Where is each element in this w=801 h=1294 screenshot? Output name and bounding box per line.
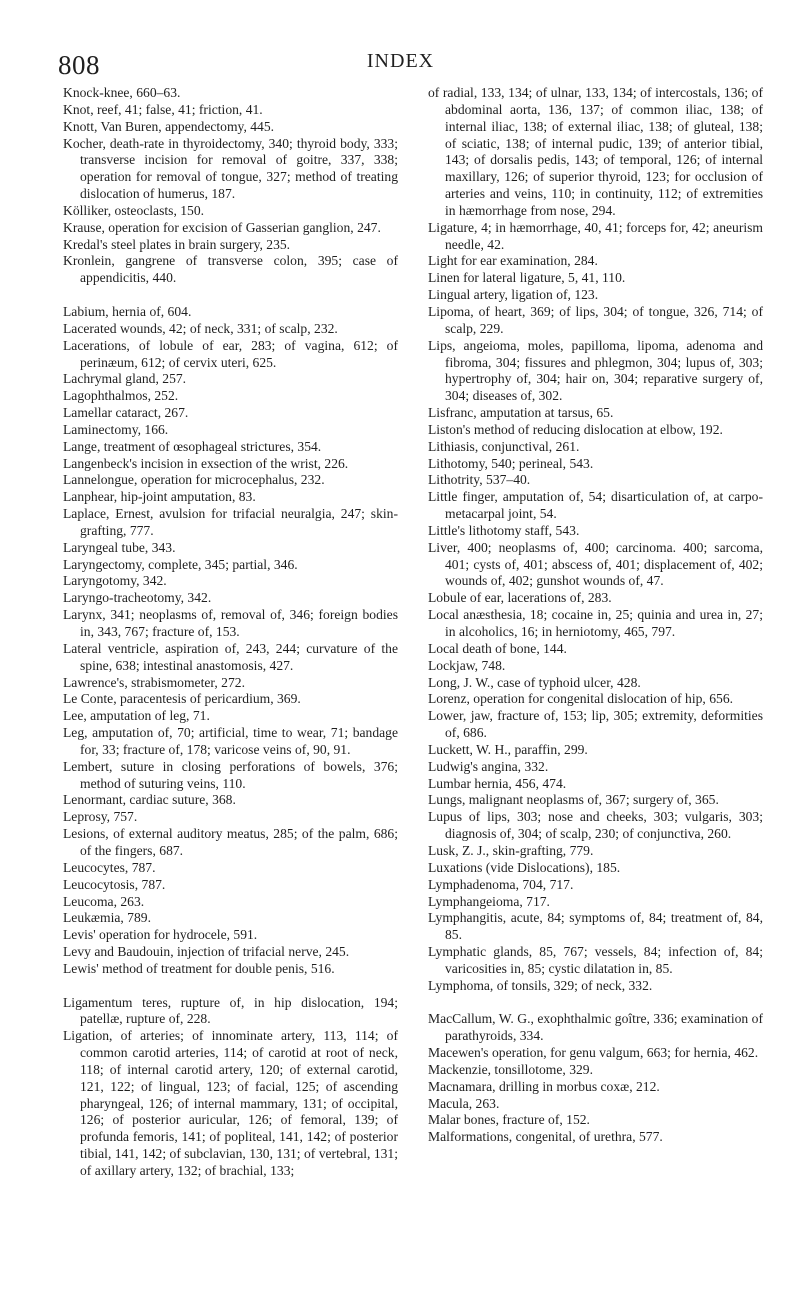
entry-group-m (428, 1011, 763, 1146)
index-entry: Laryngectomy, complete, 345; partial, 346. (63, 556, 298, 572)
index-entry: Levis' operation for hydrocele, 591. (63, 927, 258, 943)
index-entry: Lips, angeioma, moles, papilloma, lipoma, adenoma and fibroma, 304; fissures and phlegmon, 304; lupus of, 303; hypertrophy of, 304; hair on, 304; reparative surgery of, 304; diseases of, 302. (428, 337, 763, 404)
index-entry: Macewen's operation, for genu valgum, 663; for hernia, 462. (428, 1045, 759, 1061)
index-entry: Lymphatic glands, 85, 767; vessels, 84; infection of, 84; varicosities in, 85; cystic dilatation in, 85. (428, 944, 763, 976)
index-entry: Knott, Van Buren, appendectomy, 445. (63, 118, 275, 134)
index-entry: Labium, hernia of, 604. (63, 303, 192, 319)
index-entry: Lockjaw, 748. (428, 657, 506, 673)
index-entry: Lagophthalmos, 252. (63, 388, 179, 404)
index-entry: Lobule of ear, lacerations of, 283. (428, 590, 612, 606)
index-column-right (428, 85, 763, 1146)
index-entry: Lithotomy, 540; perineal, 543. (428, 455, 594, 471)
group-spacer (428, 995, 763, 1012)
index-entry: Kredal's steel plates in brain surgery, 235. (63, 236, 291, 252)
index-entry: Lithotrity, 537–40. (428, 472, 531, 488)
index-entry: Lenormant, cardiac suture, 368. (63, 792, 236, 808)
index-entry: Laryngotomy, 342. (63, 573, 167, 589)
group-spacer (63, 287, 398, 304)
index-entry: Little's lithotomy staff, 543. (428, 522, 580, 538)
index-entry: Larynx, 341; neoplasms of, removal of, 346; foreign bodies in, 343, 767; fracture of, 153. (63, 607, 398, 639)
index-entry: Ligature, 4; in hæmorrhage, 40, 41; forceps for, 42; aneurism needle, 42. (428, 219, 763, 252)
index-entry: Lymphoma, of tonsils, 329; of neck, 332. (428, 977, 653, 993)
index-entry: Lacerated wounds, 42; of neck, 331; of scalp, 232. (63, 320, 338, 336)
index-entry: Leukæmia, 789. (63, 910, 151, 926)
index-entry: Luckett, W. H., paraffin, 299. (428, 741, 588, 757)
index-entry: Langenbeck's incision in exsection of the wrist, 226. (63, 455, 349, 471)
index-entry: Laplace, Ernest, avulsion for trifacial neuralgia, 247; skin-grafting, 777. (63, 506, 398, 538)
index-entry: Lymphangeioma, 717. (428, 893, 550, 909)
index-entry: Lacerations, of lobule of ear, 283; of vagina, 612; of perinæum, 612; of cervix uteri, 625. (63, 337, 398, 370)
index-entry: Lungs, malignant neoplasms of, 367; surgery of, 365. (428, 792, 719, 808)
index-entry: Lesions, of external auditory meatus, 285; of the palm, 686; of the fingers, 687. (63, 826, 398, 858)
index-entry: Malar bones, fracture of, 152. (428, 1112, 590, 1128)
index-entry: of radial, 133, 134; of ulnar, 133, 134; of intercostals, 136; of abdominal aorta, 136, 137; of common iliac, 138; of internal iliac, 138; of external iliac, 138; of gluteal, 138; of sciatic, 138; of internal pudic, 139; of anterior tibial, 143; of dorsalis pedis, 143; of temporal, 126; of internal maxillary, 126; of superior thyroid, 123; for occlusion of arteries and veins, 110; in continuity, 112; of extremities in hæmorrhage from nose, 294. (428, 85, 763, 218)
index-entry: Lupus of lips, 303; nose and cheeks, 303; vulgaris, 303; diagnosis of, 304; of scalp, 230; of conjunctiva, 260. (428, 809, 763, 842)
index-entry: MacCallum, W. G., exophthalmic goître, 336; examination of parathyroids, 334. (428, 1011, 763, 1044)
index-entry: Lymphadenoma, 704, 717. (428, 876, 574, 892)
index-entry: Lachrymal gland, 257. (63, 371, 187, 387)
index-entry: Lymphangitis, acute, 84; symptoms of, 84; treatment of, 84, 85. (428, 910, 763, 943)
index-entry: Local anæsthesia, 18; cocaine in, 25; quinia and urea in, 27; in alcoholics, 16; in herniotomy, 465, 797. (428, 607, 763, 639)
index-entry: Lipoma, of heart, 369; of lips, 304; of tongue, 326, 714; of scalp, 229. (428, 303, 763, 336)
index-entry: Lewis' method of treatment for double penis, 516. (63, 960, 335, 976)
index-entry: Lembert, suture in closing perforations of bowels, 376; method of suturing veins, 110. (63, 758, 398, 791)
index-entry: Laryngo-tracheotomy, 342. (63, 590, 212, 606)
entry-group-k (63, 85, 398, 287)
index-entry: Light for ear examination, 284. (428, 253, 598, 269)
index-entry: Kocher, death-rate in thyroidectomy, 340; thyroid body, 333; transverse incision for removal of goitre, 337, 338; operation for removal of tongue, 327; method of treating dislocation of humerus, 187. (63, 135, 398, 202)
index-entry: Lawrence's, strabismometer, 272. (63, 674, 245, 690)
index-entry: Local death of bone, 144. (428, 640, 567, 656)
index-entry: Leg, amputation of, 70; artificial, time to wear, 71; bandage for, 33; fracture of, 178; varicose veins of, 90, 91. (63, 725, 398, 757)
index-entry: Lumbar hernia, 456, 474. (428, 775, 567, 791)
index-column-left (63, 85, 398, 1180)
index-entry: Lusk, Z. J., skin-grafting, 779. (428, 842, 594, 858)
index-entry: Kölliker, osteoclasts, 150. (63, 202, 205, 218)
index-entry: Macnamara, drilling in morbus coxæ, 212. (428, 1078, 660, 1094)
index-entry: Luxations (vide Dislocations), 185. (428, 859, 621, 875)
index-entry: Leucoma, 263. (63, 893, 145, 909)
index-entry: Lanphear, hip-joint amputation, 83. (63, 489, 256, 505)
index-entry: Lingual artery, ligation of, 123. (428, 287, 599, 303)
entry-group-li (63, 995, 398, 1180)
index-entry: Ligation, of arteries; of innominate artery, 113, 114; of common carotid arteries, 114; of carotid at root of neck, 118; of internal carotid artery, 120; of external carotid, 121, 122; of lingual, 123; of facial, 125; of ascending pharyngeal, 126; of internal mammary, 131; of occipital, 126; of posterior auricular, 126; of femoral, 139; of profunda femoris, 141; of popliteal, 141, 142; of posterior tibial, 141, 142; of subclavian, 130, 131; of vertebral, 131; of axillary artery, 132; of brachial, 133; (63, 1028, 398, 1178)
index-entry: Macula, 263. (428, 1095, 500, 1111)
entry-group-la-le (63, 304, 398, 978)
index-entry: Kronlein, gangrene of transverse colon, 395; case of appendicitis, 440. (63, 253, 398, 286)
index-entry: Lithiasis, conjunctival, 261. (428, 438, 580, 454)
running-head: INDEX (366, 50, 435, 72)
index-entry: Lange, treatment of œsophageal strictures, 354. (63, 438, 322, 454)
index-entry: Lateral ventricle, aspiration of, 243, 244; curvature of the spine, 638; intestinal anastomosis, 427. (63, 640, 398, 673)
index-entry: Mackenzie, tonsillotome, 329. (428, 1061, 593, 1077)
page-header (0, 44, 801, 78)
index-entry: Lamellar cataract, 267. (63, 405, 189, 421)
entry-group-li-ly (428, 85, 763, 995)
index-entry: Long, J. W., case of typhoid ulcer, 428. (428, 674, 641, 690)
index-entry: Lower, jaw, fracture of, 153; lip, 305; extremity, deformities of, 686. (428, 708, 763, 741)
index-entry: Knot, reef, 41; false, 41; friction, 41. (63, 101, 263, 117)
index-entry: Malformations, congenital, of urethra, 577. (428, 1129, 663, 1145)
index-entry: Leucocytes, 787. (63, 859, 156, 875)
index-entry: Lisfranc, amputation at tarsus, 65. (428, 405, 614, 421)
index-entry: Le Conte, paracentesis of pericardium, 369. (63, 691, 301, 707)
index-entry: Laryngeal tube, 343. (63, 539, 176, 555)
index-entry: Linen for lateral ligature, 5, 41, 110. (428, 270, 626, 286)
index-entry: Krause, operation for excision of Gasserian ganglion, 247. (63, 219, 381, 235)
page-number: 808 (58, 50, 100, 80)
index-entry: Liver, 400; neoplasms of, 400; carcinoma. 400; sarcoma, 401; cysts of, 401; abscess of, 401; displacement of, 402; wounds of, 402; gunshot wounds of, 47. (428, 539, 763, 589)
index-entry: Leprosy, 757. (63, 809, 138, 825)
index-entry: Lannelongue, operation for microcephalus, 232. (63, 472, 325, 488)
index-entry: Laminectomy, 166. (63, 421, 169, 437)
group-spacer (63, 978, 398, 995)
index-entry: Liston's method of reducing dislocation at elbow, 192. (428, 421, 723, 437)
index-entry: Lorenz, operation for congenital dislocation of hip, 656. (428, 691, 734, 707)
index-entry: Little finger, amputation of, 54; disarticulation of, at carpo-metacarpal joint, 54. (428, 489, 763, 522)
index-entry: Ludwig's angina, 332. (428, 758, 549, 774)
index-entry: Levy and Baudouin, injection of trifacial nerve, 245. (63, 944, 350, 960)
index-entry: Knock-knee, 660–63. (63, 85, 181, 100)
index-entry: Leucocytosis, 787. (63, 876, 166, 892)
index-entry: Ligamentum teres, rupture of, in hip dislocation, 194; patellæ, rupture of, 228. (63, 994, 398, 1027)
index-entry: Lee, amputation of leg, 71. (63, 708, 210, 724)
